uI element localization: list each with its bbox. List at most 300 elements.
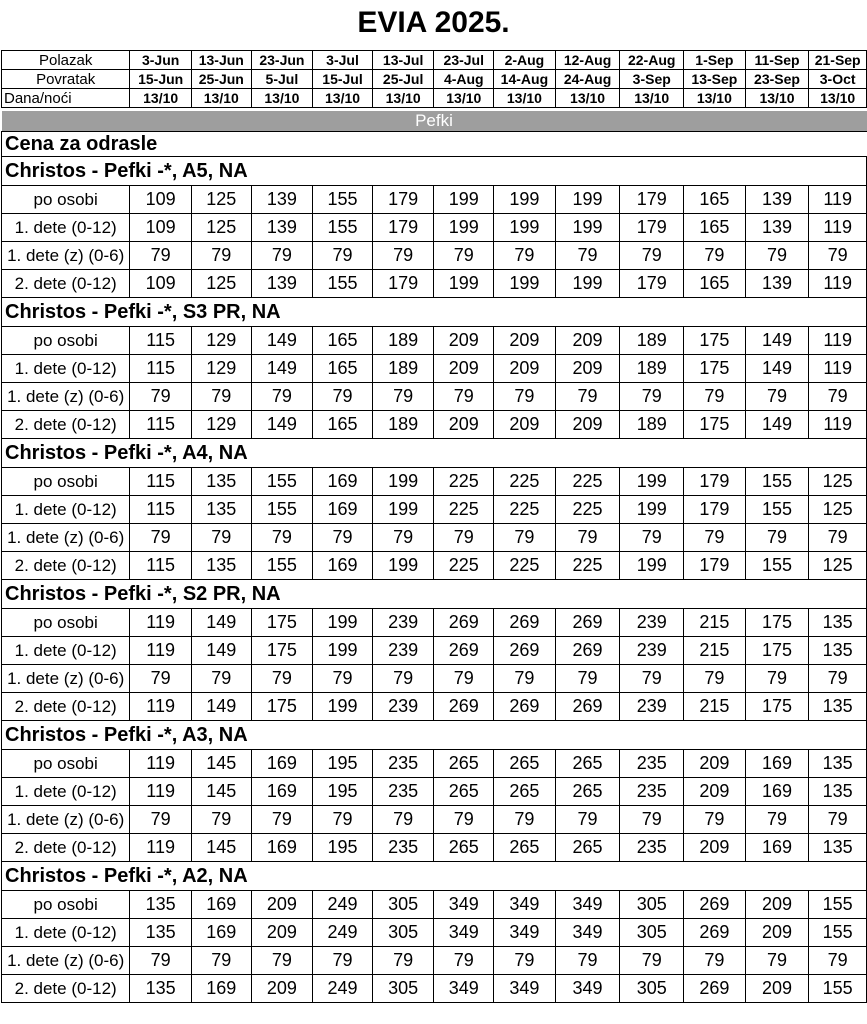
price-cell: 199 xyxy=(620,552,684,580)
price-cell: 79 xyxy=(555,665,620,693)
price-cell: 179 xyxy=(620,270,684,298)
price-cell: 175 xyxy=(251,609,313,637)
row-label: 1. dete (z) (0-6) xyxy=(2,806,130,834)
price-row xyxy=(2,975,867,1003)
price-cell: 209 xyxy=(494,327,556,355)
price-cell: 79 xyxy=(130,242,192,270)
row-label: 1. dete (z) (0-6) xyxy=(2,665,130,693)
price-cell: 149 xyxy=(745,411,809,439)
price-cell: 169 xyxy=(745,778,809,806)
price-cell: 129 xyxy=(191,327,251,355)
price-cell: 79 xyxy=(745,524,809,552)
price-cell: 139 xyxy=(251,214,313,242)
price-cell: 199 xyxy=(555,186,620,214)
price-cell: 115 xyxy=(130,552,192,580)
price-cell: 199 xyxy=(313,637,373,665)
price-cell: 175 xyxy=(251,693,313,721)
nights-value: 13/10 xyxy=(494,89,556,108)
price-cell: 249 xyxy=(313,975,373,1003)
price-cell: 149 xyxy=(191,693,251,721)
price-cell: 79 xyxy=(809,947,867,975)
price-cell: 225 xyxy=(555,468,620,496)
price-cell: 169 xyxy=(251,834,313,862)
price-cell: 165 xyxy=(684,214,746,242)
price-cell: 349 xyxy=(555,919,620,947)
price-cell: 79 xyxy=(191,242,251,270)
price-cell: 209 xyxy=(434,411,494,439)
price-cell: 225 xyxy=(434,552,494,580)
departure-label: Polazak xyxy=(2,51,130,70)
price-cell: 129 xyxy=(191,355,251,383)
section-label: Cena za odrasle xyxy=(2,132,130,157)
price-cell: 235 xyxy=(372,778,434,806)
price-cell: 169 xyxy=(251,750,313,778)
price-cell: 79 xyxy=(313,242,373,270)
departure-date: 12-Aug xyxy=(555,51,620,70)
price-cell: 199 xyxy=(372,496,434,524)
price-cell: 349 xyxy=(434,919,494,947)
price-cell: 119 xyxy=(130,750,192,778)
hotel-header-row xyxy=(2,580,867,609)
price-cell: 79 xyxy=(191,947,251,975)
price-cell: 79 xyxy=(130,524,192,552)
price-cell: 79 xyxy=(745,383,809,411)
price-row xyxy=(2,552,867,580)
price-cell: 179 xyxy=(684,552,746,580)
price-cell: 169 xyxy=(745,750,809,778)
row-label: 2. dete (0-12) xyxy=(2,270,130,298)
price-cell: 125 xyxy=(191,214,251,242)
price-cell: 175 xyxy=(684,327,746,355)
price-cell: 199 xyxy=(372,552,434,580)
price-cell: 239 xyxy=(372,609,434,637)
price-cell: 195 xyxy=(313,834,373,862)
price-cell: 155 xyxy=(745,496,809,524)
price-cell: 149 xyxy=(251,355,313,383)
nights-row xyxy=(2,89,867,108)
price-cell: 125 xyxy=(191,270,251,298)
price-cell: 79 xyxy=(620,242,684,270)
price-cell: 179 xyxy=(620,214,684,242)
price-cell: 225 xyxy=(494,552,556,580)
price-cell: 135 xyxy=(130,919,192,947)
row-label: 2. dete (0-12) xyxy=(2,975,130,1003)
price-row xyxy=(2,609,867,637)
row-label: 2. dete (0-12) xyxy=(2,834,130,862)
location-label: Pefki xyxy=(2,111,867,132)
price-cell: 349 xyxy=(494,891,556,919)
price-cell: 155 xyxy=(251,552,313,580)
price-cell: 199 xyxy=(313,693,373,721)
price-cell: 79 xyxy=(620,383,684,411)
price-cell: 265 xyxy=(555,750,620,778)
price-cell: 165 xyxy=(313,411,373,439)
price-cell: 135 xyxy=(809,834,867,862)
price-cell: 215 xyxy=(684,693,746,721)
price-cell: 155 xyxy=(809,975,867,1003)
row-label: 1. dete (0-12) xyxy=(2,355,130,383)
price-cell: 175 xyxy=(684,411,746,439)
price-cell: 189 xyxy=(372,327,434,355)
price-cell: 125 xyxy=(191,186,251,214)
price-row xyxy=(2,355,867,383)
price-cell: 119 xyxy=(809,327,867,355)
price-cell: 155 xyxy=(251,496,313,524)
departure-date: 11-Sep xyxy=(745,51,809,70)
return-date: 5-Jul xyxy=(251,70,313,89)
price-cell: 349 xyxy=(555,891,620,919)
price-row xyxy=(2,468,867,496)
price-cell: 169 xyxy=(191,975,251,1003)
price-cell: 79 xyxy=(372,665,434,693)
price-cell: 305 xyxy=(620,891,684,919)
price-cell: 79 xyxy=(191,524,251,552)
price-cell: 79 xyxy=(745,665,809,693)
price-cell: 79 xyxy=(494,806,556,834)
return-date: 25-Jul xyxy=(372,70,434,89)
price-cell: 269 xyxy=(684,891,746,919)
hotel-name: Christos - Pefki -*, A4, NA xyxy=(2,439,867,468)
price-cell: 135 xyxy=(809,609,867,637)
price-cell: 135 xyxy=(130,891,192,919)
price-cell: 79 xyxy=(434,383,494,411)
return-date: 3-Oct xyxy=(809,70,867,89)
departure-date: 21-Sep xyxy=(809,51,867,70)
nights-value: 13/10 xyxy=(555,89,620,108)
price-cell: 79 xyxy=(372,524,434,552)
price-cell: 79 xyxy=(313,383,373,411)
price-cell: 79 xyxy=(313,947,373,975)
price-cell: 265 xyxy=(434,750,494,778)
row-label: 2. dete (0-12) xyxy=(2,411,130,439)
price-cell: 215 xyxy=(684,637,746,665)
price-cell: 79 xyxy=(684,242,746,270)
price-cell: 269 xyxy=(434,637,494,665)
price-cell: 79 xyxy=(372,242,434,270)
price-cell: 209 xyxy=(434,327,494,355)
page-title: EVIA 2025. xyxy=(357,6,510,39)
price-cell: 79 xyxy=(372,806,434,834)
price-cell: 79 xyxy=(684,665,746,693)
price-cell: 169 xyxy=(191,891,251,919)
price-cell: 209 xyxy=(555,411,620,439)
price-cell: 135 xyxy=(809,778,867,806)
price-cell: 179 xyxy=(684,468,746,496)
hotel-name: Christos - Pefki -*, A2, NA xyxy=(2,862,867,891)
row-label: po osobi xyxy=(2,186,130,214)
return-row xyxy=(2,70,867,89)
price-cell: 119 xyxy=(809,270,867,298)
price-cell: 139 xyxy=(745,270,809,298)
price-cell: 79 xyxy=(745,242,809,270)
price-cell: 79 xyxy=(130,947,192,975)
price-cell: 199 xyxy=(494,214,556,242)
price-cell: 125 xyxy=(809,496,867,524)
price-cell: 189 xyxy=(372,411,434,439)
price-cell: 79 xyxy=(130,806,192,834)
price-cell: 269 xyxy=(494,637,556,665)
price-cell: 269 xyxy=(555,609,620,637)
price-cell: 115 xyxy=(130,327,192,355)
nights-value: 13/10 xyxy=(620,89,684,108)
price-cell: 79 xyxy=(251,665,313,693)
hotel-name: Christos - Pefki -*, A5, NA xyxy=(2,157,867,186)
return-date: 23-Sep xyxy=(745,70,809,89)
price-cell: 139 xyxy=(251,270,313,298)
price-cell: 179 xyxy=(372,214,434,242)
price-cell: 225 xyxy=(494,468,556,496)
price-row xyxy=(2,665,867,693)
price-cell: 225 xyxy=(434,468,494,496)
price-cell: 269 xyxy=(494,693,556,721)
price-cell: 209 xyxy=(684,778,746,806)
price-cell: 209 xyxy=(434,355,494,383)
price-cell: 135 xyxy=(809,750,867,778)
price-row xyxy=(2,524,867,552)
price-cell: 79 xyxy=(555,806,620,834)
return-date: 3-Sep xyxy=(620,70,684,89)
price-cell: 145 xyxy=(191,778,251,806)
price-cell: 155 xyxy=(313,214,373,242)
hotel-header-row xyxy=(2,721,867,750)
hotel-header-row xyxy=(2,157,867,186)
price-table xyxy=(1,50,867,1003)
price-cell: 199 xyxy=(434,214,494,242)
price-cell: 115 xyxy=(130,496,192,524)
price-cell: 209 xyxy=(745,975,809,1003)
price-cell: 79 xyxy=(251,806,313,834)
price-cell: 209 xyxy=(555,327,620,355)
row-label: po osobi xyxy=(2,891,130,919)
return-date: 15-Jul xyxy=(313,70,373,89)
price-cell: 189 xyxy=(372,355,434,383)
return-date: 25-Jun xyxy=(191,70,251,89)
row-label: po osobi xyxy=(2,327,130,355)
price-cell: 269 xyxy=(555,637,620,665)
price-cell: 199 xyxy=(313,609,373,637)
price-row xyxy=(2,411,867,439)
price-row xyxy=(2,327,867,355)
price-cell: 125 xyxy=(809,552,867,580)
return-label: Povratak xyxy=(2,70,130,89)
price-cell: 169 xyxy=(313,496,373,524)
price-cell: 149 xyxy=(251,411,313,439)
return-date: 4-Aug xyxy=(434,70,494,89)
price-cell: 269 xyxy=(494,609,556,637)
price-cell: 265 xyxy=(494,834,556,862)
hotel-name: Christos - Pefki -*, A3, NA xyxy=(2,721,867,750)
price-cell: 209 xyxy=(494,355,556,383)
price-cell: 119 xyxy=(130,693,192,721)
price-row xyxy=(2,919,867,947)
price-cell: 189 xyxy=(620,355,684,383)
price-cell: 175 xyxy=(745,609,809,637)
price-cell: 265 xyxy=(434,834,494,862)
price-cell: 145 xyxy=(191,750,251,778)
departure-date: 13-Jul xyxy=(372,51,434,70)
price-cell: 235 xyxy=(620,834,684,862)
price-cell: 235 xyxy=(372,834,434,862)
price-cell: 235 xyxy=(620,778,684,806)
price-cell: 79 xyxy=(620,806,684,834)
price-cell: 79 xyxy=(555,383,620,411)
price-cell: 269 xyxy=(434,693,494,721)
price-cell: 119 xyxy=(809,186,867,214)
price-cell: 115 xyxy=(130,355,192,383)
price-cell: 209 xyxy=(745,919,809,947)
price-cell: 169 xyxy=(745,834,809,862)
row-label: po osobi xyxy=(2,750,130,778)
price-cell: 239 xyxy=(372,693,434,721)
price-cell: 169 xyxy=(191,919,251,947)
row-label: 1. dete (z) (0-6) xyxy=(2,524,130,552)
price-cell: 199 xyxy=(434,186,494,214)
nights-value: 13/10 xyxy=(809,89,867,108)
price-cell: 79 xyxy=(434,665,494,693)
price-cell: 179 xyxy=(620,186,684,214)
price-cell: 189 xyxy=(620,327,684,355)
price-cell: 209 xyxy=(684,750,746,778)
price-cell: 135 xyxy=(191,552,251,580)
price-row xyxy=(2,383,867,411)
price-cell: 199 xyxy=(434,270,494,298)
price-cell: 135 xyxy=(809,693,867,721)
price-cell: 145 xyxy=(191,834,251,862)
price-cell: 225 xyxy=(494,496,556,524)
price-cell: 79 xyxy=(809,383,867,411)
row-label: 1. dete (0-12) xyxy=(2,637,130,665)
price-row xyxy=(2,242,867,270)
departure-date: 23-Jul xyxy=(434,51,494,70)
hotel-header-row xyxy=(2,862,867,891)
price-row xyxy=(2,806,867,834)
price-cell: 119 xyxy=(130,637,192,665)
price-row xyxy=(2,750,867,778)
hotel-header-row xyxy=(2,439,867,468)
price-cell: 199 xyxy=(494,270,556,298)
price-cell: 165 xyxy=(684,270,746,298)
price-row xyxy=(2,693,867,721)
price-cell: 155 xyxy=(745,552,809,580)
price-cell: 225 xyxy=(434,496,494,524)
price-cell: 135 xyxy=(191,496,251,524)
price-cell: 155 xyxy=(745,468,809,496)
price-cell: 79 xyxy=(684,524,746,552)
price-cell: 109 xyxy=(130,214,192,242)
price-cell: 79 xyxy=(191,383,251,411)
price-cell: 79 xyxy=(620,947,684,975)
price-cell: 79 xyxy=(555,947,620,975)
price-cell: 165 xyxy=(313,327,373,355)
price-cell: 269 xyxy=(434,609,494,637)
price-cell: 79 xyxy=(620,665,684,693)
price-cell: 119 xyxy=(130,778,192,806)
price-cell: 225 xyxy=(555,552,620,580)
price-cell: 349 xyxy=(434,891,494,919)
price-cell: 139 xyxy=(745,186,809,214)
price-cell: 79 xyxy=(434,524,494,552)
row-label: 1. dete (0-12) xyxy=(2,778,130,806)
price-cell: 79 xyxy=(494,665,556,693)
price-cell: 305 xyxy=(620,975,684,1003)
price-cell: 155 xyxy=(313,270,373,298)
price-cell: 175 xyxy=(251,637,313,665)
price-cell: 249 xyxy=(313,891,373,919)
price-cell: 79 xyxy=(555,242,620,270)
price-cell: 149 xyxy=(251,327,313,355)
price-cell: 195 xyxy=(313,750,373,778)
price-cell: 79 xyxy=(494,383,556,411)
price-cell: 139 xyxy=(251,186,313,214)
price-cell: 239 xyxy=(620,693,684,721)
price-cell: 79 xyxy=(372,947,434,975)
price-cell: 79 xyxy=(130,665,192,693)
price-cell: 115 xyxy=(130,468,192,496)
nights-value: 13/10 xyxy=(191,89,251,108)
price-cell: 155 xyxy=(313,186,373,214)
section-row xyxy=(2,132,867,157)
price-cell: 165 xyxy=(684,186,746,214)
price-cell: 249 xyxy=(313,919,373,947)
price-cell: 149 xyxy=(745,327,809,355)
nights-value: 13/10 xyxy=(313,89,373,108)
price-cell: 269 xyxy=(684,975,746,1003)
departure-date: 22-Aug xyxy=(620,51,684,70)
nights-value: 13/10 xyxy=(434,89,494,108)
price-cell: 179 xyxy=(372,270,434,298)
price-row xyxy=(2,778,867,806)
price-cell: 349 xyxy=(555,975,620,1003)
price-cell: 209 xyxy=(251,919,313,947)
price-cell: 79 xyxy=(251,383,313,411)
price-cell: 155 xyxy=(809,919,867,947)
price-cell: 79 xyxy=(191,806,251,834)
price-row xyxy=(2,270,867,298)
price-cell: 79 xyxy=(809,242,867,270)
hotel-name: Christos - Pefki -*, S3 PR, NA xyxy=(2,298,867,327)
price-cell: 79 xyxy=(434,242,494,270)
price-cell: 269 xyxy=(555,693,620,721)
price-cell: 349 xyxy=(494,919,556,947)
price-cell: 179 xyxy=(684,496,746,524)
price-cell: 215 xyxy=(684,609,746,637)
price-cell: 149 xyxy=(191,609,251,637)
price-cell: 79 xyxy=(251,524,313,552)
price-row xyxy=(2,834,867,862)
price-cell: 239 xyxy=(620,609,684,637)
price-cell: 175 xyxy=(684,355,746,383)
price-cell: 139 xyxy=(745,214,809,242)
price-cell: 79 xyxy=(745,947,809,975)
price-cell: 79 xyxy=(494,242,556,270)
price-cell: 115 xyxy=(130,411,192,439)
row-label: 1. dete (z) (0-6) xyxy=(2,947,130,975)
price-cell: 265 xyxy=(434,778,494,806)
price-cell: 305 xyxy=(372,975,434,1003)
row-label: 1. dete (z) (0-6) xyxy=(2,383,130,411)
hotel-header-row xyxy=(2,298,867,327)
row-label: 1. dete (0-12) xyxy=(2,919,130,947)
price-cell: 79 xyxy=(620,524,684,552)
price-cell: 79 xyxy=(434,806,494,834)
location-band xyxy=(2,111,867,132)
price-cell: 79 xyxy=(809,665,867,693)
price-cell: 119 xyxy=(809,355,867,383)
price-cell: 135 xyxy=(191,468,251,496)
nights-value: 13/10 xyxy=(130,89,192,108)
row-label: 2. dete (0-12) xyxy=(2,552,130,580)
price-cell: 169 xyxy=(313,552,373,580)
